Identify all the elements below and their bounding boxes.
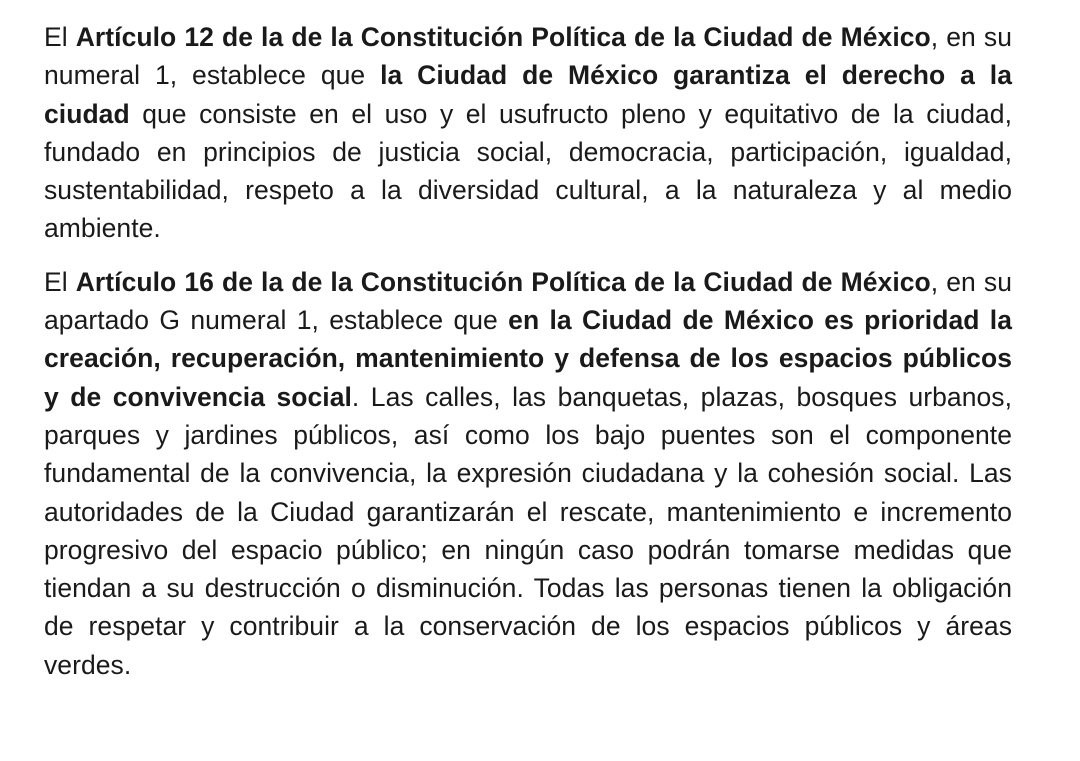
document-page xyxy=(44,18,1012,684)
text-run: . Las calles, las banquetas, plazas, bosques urbanos, parques y jardines públicos, así como los bajo puentes son el componente fundamental de la convivencia, la expresión ciudadana y la cohesión social. Las autoridades de la Ciudad garantizarán el rescate, mantenimiento e incremento progresivo del espacio público; en ningún caso podrán tomarse medidas que tiendan a su destrucción o disminución. Todas las personas tienen la obligación de respetar y contribuir a la conservación de los espacios públicos y áreas verdes. xyxy=(44,381,1012,680)
bold-article-reference: Artículo 16 de la de la Constitución Política de la Ciudad de México xyxy=(75,266,931,297)
paragraph-articulo-12 xyxy=(44,18,1012,248)
bold-article-reference: Artículo 12 de la de la Constitución Política de la Ciudad de México xyxy=(75,22,931,52)
text-run: , en su apartado G numeral 1, establece que xyxy=(44,266,1012,336)
text-run: El xyxy=(44,266,76,297)
paragraph-articulo-16 xyxy=(44,263,1012,684)
text-run: , en su numeral 1, establece que xyxy=(44,22,1012,91)
bold-statement: la Ciudad de México garantiza el derecho a la ciudad xyxy=(44,60,1012,129)
text-run: El xyxy=(44,22,76,52)
text-run: que consiste en el uso y el usufructo pleno y equitativo de la ciudad, fundado en principios de justicia social, democracia, participación, igualdad, sustentabilidad, respeto a la diversidad cultural, a la naturaleza y al medio ambiente. xyxy=(44,98,1012,244)
bold-statement: en la Ciudad de México es prioridad la creación, recuperación, mantenimiento y defensa de los espacios públicos y de convivencia social xyxy=(44,305,1012,412)
